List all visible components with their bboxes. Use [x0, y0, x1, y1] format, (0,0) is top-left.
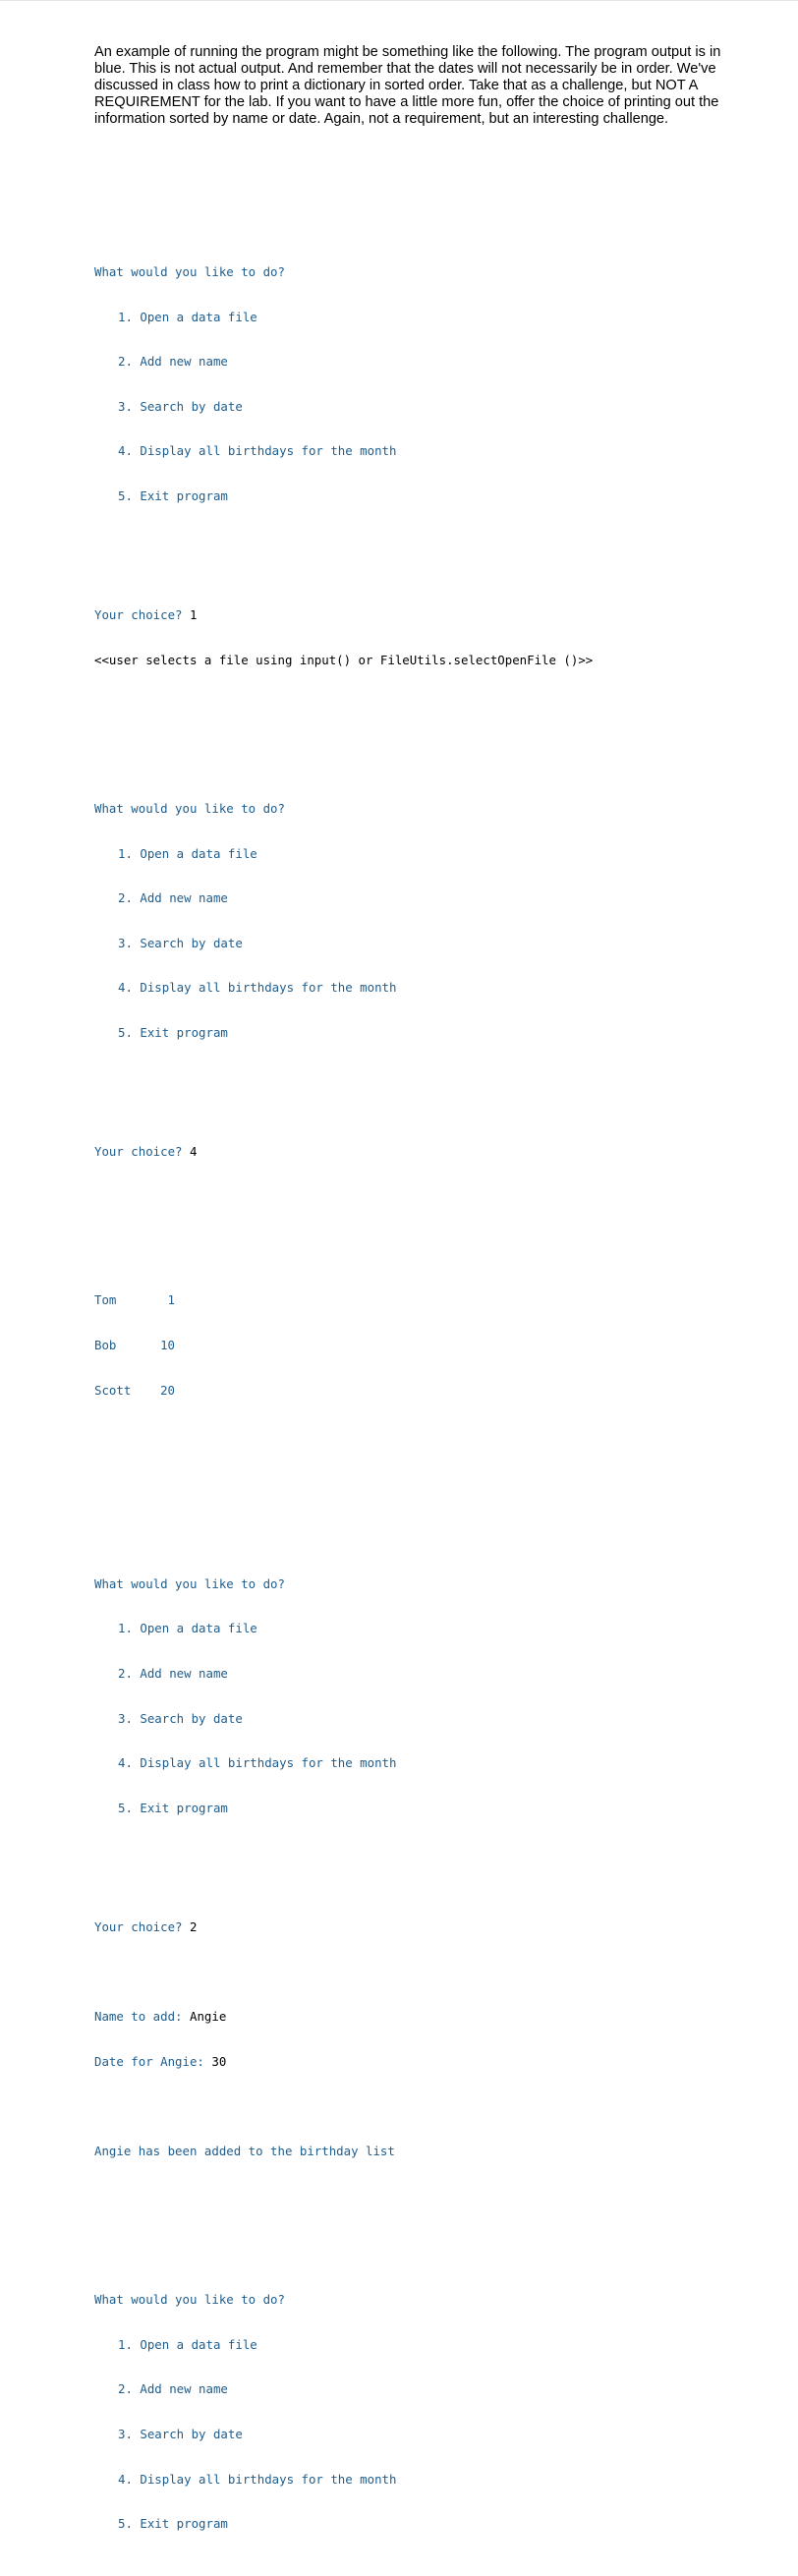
menu-item-exit: 5. Exit program: [118, 487, 228, 503]
menu-item-display-birthdays: 4. Display all birthdays for the month: [118, 443, 397, 459]
menu-item-search-date: 3. Search by date: [118, 935, 243, 950]
birthday-name: Tom: [94, 1292, 117, 1308]
intro-paragraph: An example of running the program might be something like the following. The program output is in blue. This is not actual output. And remember that the dates will not necessarily be in order. We've discussed in class how to print a dictionary in sorted order. Take that as a challenge, but NOT A REQUIREMENT for the lab. If you want to have a little more fun, offer the choice of printing out the information sorted by name or date. Again, not a requirement, but an interesting challenge.: [94, 44, 721, 127]
menu-item-open-file: 1. Open a data file: [118, 1621, 257, 1636]
menu-prompt: What would you like to do?: [94, 2292, 285, 2308]
birthday-day: 10: [160, 1338, 175, 1353]
choice-value: 4: [189, 1144, 198, 1160]
table-row: [94, 1383, 593, 1399]
menu-item-open-file: 1. Open a data file: [118, 845, 257, 861]
choice-line: [94, 607, 593, 623]
menu-item-display-birthdays: 4. Display all birthdays for the month: [118, 2471, 397, 2487]
name-value: Angie: [189, 2009, 227, 2025]
choice-prompt: Your choice?: [94, 1919, 190, 1935]
choice-value: 1: [189, 607, 198, 623]
menu-item-exit: 5. Exit program: [118, 1800, 228, 1815]
menu-block: [94, 772, 593, 1070]
menu-item-exit: 5. Exit program: [118, 2516, 228, 2532]
birthday-day: 20: [160, 1382, 175, 1398]
menu-item-display-birthdays: 4. Display all birthdays for the month: [118, 980, 397, 996]
table-row: [94, 1292, 593, 1308]
date-value: 30: [211, 2053, 227, 2069]
choice-prompt: Your choice?: [94, 1144, 190, 1160]
birthday-table: [94, 1263, 593, 1427]
choice-prompt: Your choice?: [94, 607, 190, 623]
menu-item-search-date: 3. Search by date: [118, 398, 243, 414]
menu-item-add-name: 2. Add new name: [118, 354, 228, 370]
name-prompt: Name to add:: [94, 2009, 190, 2025]
table-row: [94, 1338, 593, 1353]
menu-prompt: What would you like to do?: [94, 1575, 285, 1591]
menu-item-add-name: 2. Add new name: [118, 890, 228, 906]
menu-block: [94, 235, 593, 534]
menu-item-open-file: 1. Open a data file: [118, 309, 257, 324]
menu-item-add-name: 2. Add new name: [118, 1666, 228, 1682]
menu-item-exit: 5. Exit program: [118, 1024, 228, 1040]
menu-item-search-date: 3. Search by date: [118, 1710, 243, 1726]
birthday-day: 1: [167, 1292, 175, 1308]
name-to-add-line: [94, 2009, 593, 2025]
menu-prompt: What would you like to do?: [94, 800, 285, 816]
menu-item-open-file: 1. Open a data file: [118, 2336, 257, 2352]
added-message: Angie has been added to the birthday list: [94, 2143, 395, 2158]
user-select-note: <<user selects a file using input() or FileUtils.selectOpenFile ()>>: [94, 652, 594, 667]
date-for-line: [94, 2054, 593, 2070]
page-top-edge: [0, 0, 798, 1]
menu-prompt: What would you like to do?: [94, 264, 285, 279]
menu-block: [94, 2262, 593, 2561]
birthday-name: Bob: [94, 1338, 117, 1353]
birthday-name: Scott: [94, 1382, 132, 1398]
menu-item-display-birthdays: 4. Display all birthdays for the month: [118, 1755, 397, 1771]
choice-value: 2: [189, 1919, 198, 1935]
console-transcript: [94, 176, 593, 2576]
menu-item-search-date: 3. Search by date: [118, 2426, 243, 2441]
date-prompt: Date for Angie:: [94, 2053, 212, 2069]
menu-block: [94, 1547, 593, 1846]
choice-line: [94, 1919, 593, 1935]
menu-item-add-name: 2. Add new name: [118, 2381, 228, 2397]
choice-line: [94, 1144, 593, 1160]
